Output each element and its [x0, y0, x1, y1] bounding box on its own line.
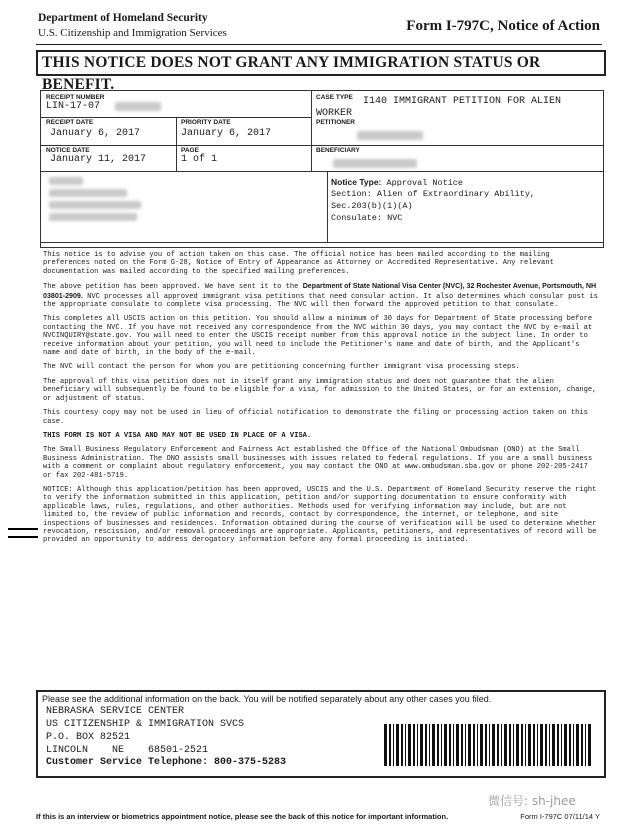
agency-title: Department of Homeland Security [38, 12, 208, 24]
notice-body [43, 251, 599, 551]
barcode-bar [396, 724, 399, 766]
paragraph-advise: This notice is to advise you of action taken on this case. The official notice has been mailed according to the mailing preferences noted on the Form G-28, Notice of Entry of Appearance as Attorney or Accredited Representative. Any relevant documentation was mailed according to the specified mailing preferences. [43, 251, 554, 276]
barcode-bar [453, 724, 454, 766]
barcode-bar [393, 724, 394, 766]
paragraph-uscis-complete: This completes all USCIS action on this petition. You should allow a minimum of 30 days for Department of State processing before contacting the NVC. If you have not received any correspondence from the NVC within 30 days, you may contact the NVC by e-mail at NVCINQUIRY@state.gov. You will need to enter the USCIS receipt number from this approval notice in the subject line. In order to receive information about your petition, you will need to include the Petitioner's name and date of birth, and the Applicant's name and date of birth, in the body of the e-mail. [43, 315, 593, 358]
margin-mark [8, 536, 38, 538]
barcode-bar [461, 724, 463, 766]
barcode-bar [509, 724, 511, 766]
divider [176, 117, 177, 171]
receipt-number-label: RECEIPT NUMBER [46, 94, 105, 101]
case-type-line2: WORKER [316, 108, 353, 119]
beneficiary-label: BENEFICIARY [316, 147, 360, 154]
barcode-bar [545, 724, 547, 766]
barcode-bar [417, 724, 418, 766]
barcode-bar [468, 724, 471, 766]
barcode-bar [401, 724, 403, 766]
redacted-address [49, 213, 137, 221]
page-number: 1 of 1 [181, 154, 218, 165]
barcode-bar [456, 724, 459, 766]
barcode-bar [384, 724, 387, 766]
barcode-bar [581, 724, 583, 766]
priority-date: January 6, 2017 [181, 128, 272, 139]
barcode-bar [513, 724, 514, 766]
barcode-bar [420, 724, 423, 766]
barcode-bar [408, 724, 411, 766]
customer-service-phone: Customer Service Telephone: 800-375-5283 [46, 757, 287, 768]
barcode-bar [477, 724, 478, 766]
barcode-bar [561, 724, 562, 766]
barcode-bar [492, 724, 495, 766]
redacted-area [115, 102, 161, 111]
service-center-agency: US CITIZENSHIP & IMMIGRATION SVCS [46, 719, 245, 730]
notice-section-ref: Sec.203(b)(1)(A) [331, 201, 413, 211]
service-center-pobox: P.O. BOX 82521 [46, 732, 131, 743]
sub-agency-title: U.S. Citizenship and Immigration Services [38, 27, 227, 39]
paragraph-ombudsman: The Small Business Regulatory Enforcement and Fairness Act established the Office of the National Ombudsman (ONO) at the Small Business Administration. The ONO assists small businesses with issues related to federal regulations. If you are a small business with a comment or complaint about regulatory enforcement, you may contact the ONO at www.ombudsman.sba.gov or phone 202-205-2417 or fax 202-481-5719. [43, 446, 593, 480]
barcode-bar [489, 724, 490, 766]
footer-form-ref: Form I-797C 07/11/14 Y [520, 812, 600, 821]
consulate: Consulate: NVC [331, 213, 403, 223]
barcode-bar [437, 724, 439, 766]
notice-section: Section: Alien of Extraordinary Ability, [331, 189, 536, 199]
barcode-bar [432, 724, 435, 766]
barcode-bar [429, 724, 430, 766]
receipt-date: January 6, 2017 [50, 128, 141, 139]
barcode-bar [573, 724, 574, 766]
case-info-box [40, 90, 604, 248]
barcode-bar [444, 724, 447, 766]
page-label: PAGE [181, 147, 199, 154]
status-banner: THIS NOTICE DOES NOT GRANT ANY IMMIGRATION STATUS OR BENEFIT. [36, 50, 606, 76]
barcode-bar [525, 724, 526, 766]
barcode-bar [585, 724, 586, 766]
barcode-bar [552, 724, 555, 766]
paragraph-nvc-contact: The NVC will contact the person for whom you are petitioning concerning further immigrant visa processing steps. [43, 363, 520, 372]
form-title: Form I-797C, Notice of Action [406, 18, 600, 34]
receipt-date-label: RECEIPT DATE [46, 119, 94, 126]
paragraph-courtesy: This courtesy copy may not be used in lieu of official notification to demonstrate the filing or processing action taken on this case. [43, 409, 588, 426]
divider [41, 171, 603, 172]
service-center-city: LINCOLN NE 68501-2521 [46, 745, 209, 756]
divider [327, 171, 328, 242]
paragraph-not-visa: THIS FORM IS NOT A VISA AND MAY NOT BE USED IN PLACE OF A VISA. [43, 431, 312, 440]
paragraph-status: The approval of this visa petition does not in itself grant any immigration status and does not guarantee that the alien beneficiary will subsequently be found to be eligible for a visa, for admission to the United States, or for an extension, change, or adjustment of status. [43, 377, 597, 403]
watermark: 微信号: sh-jhee [488, 794, 576, 808]
barcode-bar [540, 724, 543, 766]
barcode-bar [588, 724, 591, 766]
redacted-address [49, 177, 83, 185]
barcode-bar [516, 724, 519, 766]
barcode-bar [449, 724, 451, 766]
footer-note: If this is an interview or biometrics appointment notice, please see the back of this notice for important information. [36, 812, 449, 821]
divider [41, 242, 603, 243]
redacted-petitioner [357, 131, 423, 140]
notice-date-label: NOTICE DATE [46, 147, 90, 154]
case-type-label: CASE TYPE [316, 94, 353, 101]
service-center-name: NEBRASKA SERVICE CENTER [46, 706, 185, 717]
nvc-address: Department of State National Visa Center (NVC), 32 Rochester Avenue, Portsmouth, NH 03801-2909. [43, 282, 597, 300]
barcode-bar [528, 724, 531, 766]
barcode-bar [480, 724, 483, 766]
additional-info-note: Please see the additional information on the back. You will be notified separately about any other cases you filed. [42, 694, 492, 704]
divider [311, 145, 603, 146]
barcode-bar [413, 724, 415, 766]
barcode-bar [537, 724, 538, 766]
barcode-bar [557, 724, 559, 766]
petitioner-label: PETITIONER [316, 119, 356, 126]
paragraph-approved: The above petition has been approved. We have sent it to the Department of State National Visa Center (NVC), 32 Rochester Avenue, Portsmouth, NH 03801-2909. NVC processes all approved immigrant visa petitions that need consular action. It also determines which consular post is the appropriate consulate to complete visa processing. The NVC will then forward the approved petition to that consulate. [43, 282, 598, 310]
barcode-bar [405, 724, 406, 766]
barcode-bar [564, 724, 567, 766]
barcode-bar [569, 724, 571, 766]
barcode-bar [504, 724, 507, 766]
barcode-bar [465, 724, 466, 766]
receipt-number: LIN-17-07 [46, 101, 101, 112]
margin-mark [8, 528, 38, 530]
redacted-beneficiary [333, 159, 417, 168]
header-divider [36, 44, 602, 45]
barcode-bar [473, 724, 475, 766]
notice-type-value: Approval Notice [386, 178, 464, 188]
redacted-address [49, 201, 141, 209]
redacted-address [49, 189, 127, 197]
barcode [384, 724, 594, 766]
barcode-bar [533, 724, 535, 766]
barcode-bar [576, 724, 579, 766]
barcode-bar [549, 724, 550, 766]
notice-date: January 11, 2017 [50, 154, 147, 165]
divider [311, 91, 312, 171]
notice-type [331, 177, 463, 188]
priority-date-label: PRIORITY DATE [181, 119, 231, 126]
barcode-bar [521, 724, 523, 766]
barcode-bar [501, 724, 502, 766]
barcode-bar [425, 724, 427, 766]
barcode-bar [485, 724, 487, 766]
case-type-line1: I140 IMMIGRANT PETITION FOR ALIEN [363, 96, 562, 107]
barcode-bar [441, 724, 442, 766]
paragraph-verification-notice: NOTICE: Although this application/petition has been approved, USCIS and the U.S. Department of Homeland Security reserve the right to verify the information submitted in this application, petition and/or supporting documentation to ensure conformity with applicable laws, rules, regulations, and other authorities. Methods used for verifying information may include, but are not limited to, the review of public information and records, contact by correspondence, the internet, or telephone, and site inspections of businesses and residences. Information obtained during the course of verification will be used to determine whether revocation, rescission, and/or removal proceedings are appropriate. Applicants, petitioners, and representatives of record will be provided an opportunity to address derogatory information before any formal proceeding is initiated. [43, 485, 597, 545]
barcode-bar [389, 724, 391, 766]
notice-type-label: Notice Type: [331, 177, 382, 187]
barcode-bar [497, 724, 499, 766]
